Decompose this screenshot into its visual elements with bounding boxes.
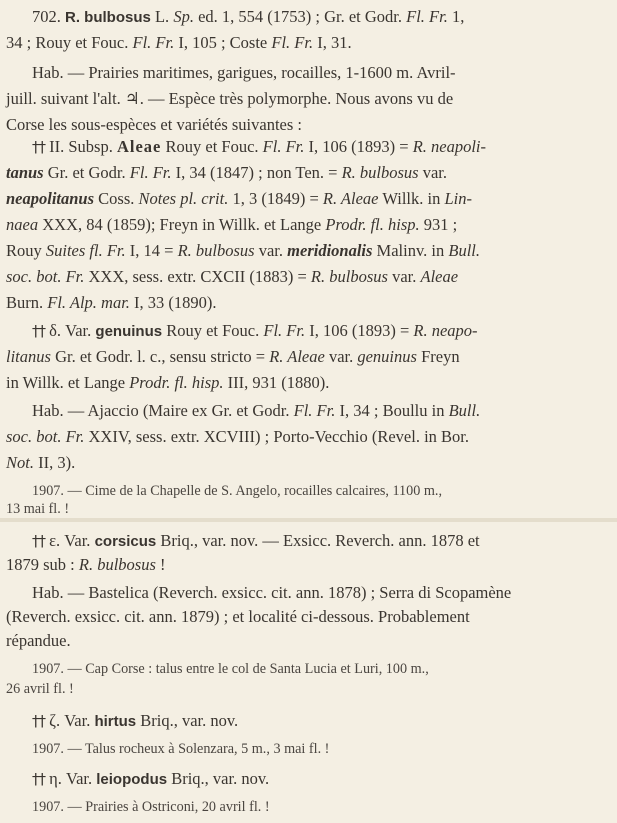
subsp-aleae-line-4: naea XXX, 84 (1859); Freyn in Willk. et Lange Prodr. fl. hisp. 931 ; [6, 215, 458, 234]
var-genuinus-obs-line-1: 1907. — Cime de la Chapelle de S. Angelo, rocailles calcaires, 1100 m., [32, 483, 443, 499]
var-genuinus-line-3: in Willk. et Lange Prodr. fl. hisp. III, 931 (1880). [6, 373, 330, 392]
var-genuinus-line-1: †† δ. Var. genuinus Rouy et Fouc. Fl. Fr. I, 106 (1893) = R. neapo- [32, 321, 478, 340]
var-corsicus-hab-line-3: répandue. [6, 631, 71, 650]
var-corsicus-line-1: †† ε. Var. corsicus Briq., var. nov. — Exsicc. Reverch. ann. 1878 et [32, 531, 480, 550]
var-hirtus-line: †† ζ. Var. hirtus Briq., var. nov. [32, 711, 239, 730]
variety-name: corsicus [94, 533, 157, 550]
subsp-aleae-line-5: Rouy Suites fl. Fr. I, 14 = R. bulbosus var. meridionalis Malinv. in Bull. [6, 241, 480, 260]
entry-702-line-1: 702. R. bulbosus L. Sp. ed. 1, 554 (1753) ; Gr. et Godr. Fl. Fr. 1, [32, 7, 465, 26]
entry-702-line-2: 34 ; Rouy et Fouc. Fl. Fr. I, 105 ; Coste Fl. Fr. I, 31. [6, 33, 352, 52]
var-corsicus-hab-line-2: (Reverch. exsicc. cit. ann. 1879) ; et localité ci-dessous. Probablement [6, 607, 470, 626]
species-name: R. bulbosus [65, 9, 151, 26]
cross-mark-icon: †† [32, 322, 45, 340]
variety-name: hirtus [94, 713, 137, 730]
var-genuinus-line-2: litanus Gr. et Godr. l. c., sensu stricto = R. Aleae var. genuinus Freyn [6, 347, 460, 366]
subsp-aleae-line-7: Burn. Fl. Alp. mar. I, 33 (1890). [6, 293, 217, 312]
var-leiopodus-line: †† η. Var. leiopodus Briq., var. nov. [32, 769, 270, 788]
var-genuinus-hab-line-2: soc. bot. Fr. XXIV, sess. extr. XCVIII) ; Porto-Vecchio (Revel. in Bor. [6, 427, 470, 446]
var-corsicus-line-2: 1879 sub : R. bulbosus ! [6, 555, 166, 574]
hab-general-line-2: juill. suivant l'alt. ♃. — Espèce très polymorphe. Nous avons vu de [6, 89, 454, 108]
var-leiopodus-obs: 1907. — Prairies à Ostriconi, 20 avril fl. ! [32, 799, 270, 815]
var-genuinus-hab-line-3: Not. II, 3). [6, 453, 76, 472]
subsp-aleae-line-6: soc. bot. Fr. XXX, sess. extr. CXCII (1883) = R. bulbosus var. Aleae [6, 267, 459, 286]
subsp-aleae-line-1: †† II. Subsp. Aleae Rouy et Fouc. Fl. Fr. I, 106 (1893) = R. neapoli- [32, 137, 487, 156]
cross-mark-icon: †† [32, 770, 45, 788]
page-fold-shadow [0, 518, 617, 522]
var-hirtus-obs: 1907. — Talus rocheux à Solenzara, 5 m., 3 mai fl. ! [32, 741, 330, 757]
cross-mark-icon: †† [32, 712, 45, 730]
subspecies-name: Aleae [116, 137, 162, 156]
variety-name: leiopodus [96, 771, 168, 788]
var-genuinus-hab-line-1: Hab. — Ajaccio (Maire ex Gr. et Godr. Fl. Fr. I, 34 ; Boullu in Bull. [32, 401, 481, 420]
var-corsicus-obs-line-2: 26 avril fl. ! [6, 681, 74, 697]
cross-mark-icon: †† [32, 532, 45, 550]
entry-number: 702. [32, 7, 61, 26]
hab-general-line-3: Corse les sous-espèces et variétés suivantes : [6, 115, 303, 134]
variety-name: genuinus [95, 323, 163, 340]
subsp-aleae-line-2: tanus Gr. et Godr. Fl. Fr. I, 34 (1847) ; non Ten. = R. bulbosus var. [6, 163, 448, 182]
hab-general-line-1: Hab. — Prairies maritimes, garigues, rocailles, 1-1600 m. Avril- [32, 63, 456, 82]
cross-mark-icon: †† [32, 138, 45, 156]
var-genuinus-obs-line-2: 13 mai fl. ! [6, 501, 70, 517]
subsp-aleae-line-3: neapolitanus Coss. Notes pl. crit. 1, 3 (1849) = R. Aleae Willk. in Lin- [6, 189, 472, 208]
var-corsicus-obs-line-1: 1907. — Cap Corse : talus entre le col de Santa Lucia et Luri, 100 m., [32, 661, 429, 677]
var-corsicus-hab-line-1: Hab. — Bastelica (Reverch. exsicc. cit. ann. 1878) ; Serra di Scopamène [32, 583, 512, 602]
